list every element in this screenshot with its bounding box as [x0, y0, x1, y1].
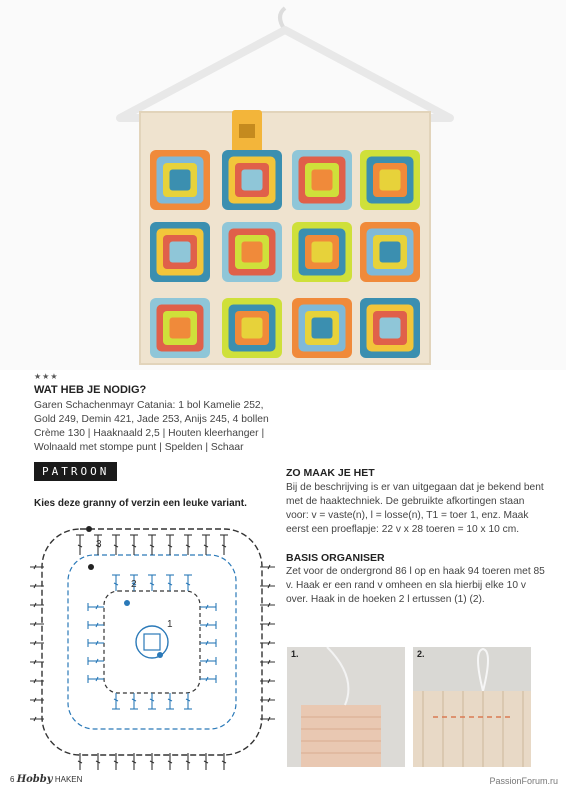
granny-square — [170, 170, 191, 191]
watermark: PassionForum.ru — [489, 776, 558, 786]
stitch-symbol — [88, 657, 104, 665]
stitch-symbol — [200, 657, 216, 665]
granny-square — [242, 170, 263, 191]
stitch-symbol — [112, 535, 120, 555]
stitch-symbol — [88, 639, 104, 647]
stitch-symbol — [184, 693, 192, 709]
granny-note: Kies deze granny of verzin een leuke variant. — [34, 498, 247, 509]
granny-diagram — [30, 515, 275, 775]
difficulty-stars: ★★★ — [34, 372, 59, 381]
step-photo-2-label: 2. — [417, 649, 425, 659]
stitch-symbol — [130, 535, 138, 555]
step-photo-1-label: 1. — [291, 649, 299, 659]
stitch-symbol — [166, 693, 174, 709]
stitch-symbol — [88, 603, 104, 611]
stitch-symbol — [184, 575, 192, 591]
stitch-symbol — [148, 693, 156, 709]
stitch-symbol — [148, 535, 156, 555]
footer-brand — [10, 774, 82, 785]
basis-body: Zet voor de ondergrond 86 l op en haak 94 toeren met 85 v. Haak er een rand v omheen en sla hierbij elke 10 v over. Haak in de hoeken 2 l ertussen (1) (2). — [286, 566, 545, 605]
granny-square — [380, 242, 401, 263]
stitch-symbol — [112, 575, 120, 591]
stitch-symbol — [200, 603, 216, 611]
howto-body: Bij de beschrijving is er van uitgegaan dat je bekend bent met de haaktechniek. De gebruikte afkortingen staan voor: v = vaste(n), l = losse(n), T1 = toer 1, enz. Maak eerst een proeflapje: 22 v x 28 toeren = 10 x 10 cm. — [286, 482, 544, 535]
step-photo-2 — [413, 647, 531, 767]
granny-square — [170, 318, 191, 339]
hero-photo — [0, 0, 566, 370]
granny-square — [312, 170, 333, 191]
granny-square — [312, 318, 333, 339]
granny-square — [242, 318, 263, 339]
basis-title: BASIS ORGANISER — [286, 552, 385, 564]
stitch-symbol — [184, 535, 192, 555]
step-photo-1 — [287, 647, 405, 767]
howto-title: ZO MAAK JE HET — [286, 467, 375, 479]
diagram-label-3: 3 — [96, 539, 102, 550]
materials-title: WAT HEB JE NODIG? — [34, 384, 147, 396]
stitch-symbol — [112, 693, 120, 709]
stitch-symbol — [88, 675, 104, 683]
page-number: 6 — [10, 775, 15, 784]
stitch-symbol — [166, 535, 174, 555]
granny-square — [312, 242, 333, 263]
brand-name: Hobby — [16, 774, 53, 785]
granny-square — [242, 242, 263, 263]
patroon-label: PATROON — [34, 462, 117, 481]
granny-square — [170, 242, 191, 263]
stitch-symbol — [200, 675, 216, 683]
stitch-symbol — [166, 575, 174, 591]
stitch-symbol — [200, 621, 216, 629]
diagram-label-2: 2 — [131, 579, 137, 590]
materials-body: Garen Schachenmayr Catania: 1 bol Kamelie 252, Gold 249, Demin 421, Jade 253, Anijs 245, 4 bollen Crème 130 | Haaknaald 2,5 | Houten kleerhanger | Wolnaald met stompe punt | Spelden | Schaar — [34, 400, 269, 453]
stitch-symbol — [148, 575, 156, 591]
stitch-symbol — [88, 621, 104, 629]
diagram-label-1: 1 — [167, 619, 173, 630]
stitch-symbol — [76, 535, 84, 555]
brand-sub: HAKEN — [54, 775, 83, 784]
stitch-symbol — [220, 535, 228, 555]
stitch-symbol — [130, 693, 138, 709]
granny-square — [380, 170, 401, 191]
granny-square — [380, 318, 401, 339]
stitch-symbol — [200, 639, 216, 647]
stitch-symbol — [202, 535, 210, 555]
